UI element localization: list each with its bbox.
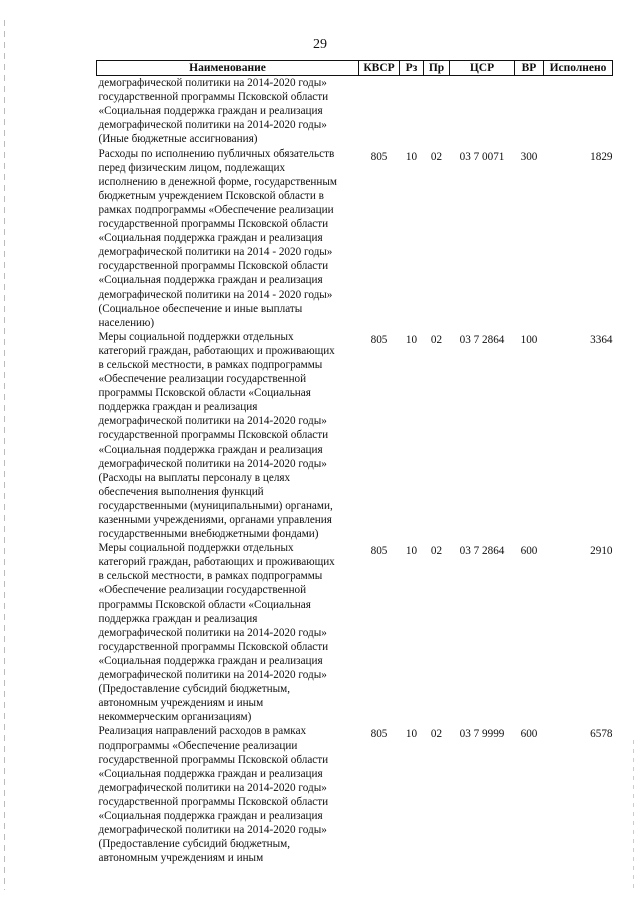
row-csr-cell [450,76,515,147]
header-vr: ВР [515,61,544,76]
row-name-line: исполнению в денежной форме, государственным [98,175,337,188]
page-number: 29 [313,37,327,52]
row-vr-cell: 600 [520,728,538,741]
row-name-line: Меры социальной поддержки отдельных [98,330,294,343]
row-name-line: автономным учреждениям и иным [98,697,264,710]
header-total: Исполнено [544,61,613,76]
table-header [97,61,613,76]
row-csr-cell: 03 7 0071 [459,150,505,163]
row-name-line: демографической политики на 2014-2020 годы» [98,457,327,470]
row-name-line: некоммерческим организациям) [98,711,252,724]
row-pr-cell: 02 [430,150,443,163]
row-name-line: поддержка граждан и реализация [98,401,258,414]
row-name-cell [97,330,359,541]
row-name-cell [97,147,359,330]
row-rz-cell: 10 [405,333,418,346]
row-kvsr-cell: 805 [370,150,388,163]
row-pr-cell: 02 [430,333,443,346]
row-pr-cell: 02 [430,545,443,558]
row-name-line: государственной программы Псковской области [98,795,329,808]
row-total-cell: 6578 [590,728,613,741]
row-name-line: программы Псковской области «Социальная [98,598,311,611]
row-name-line: перед физическим лицом, подлежащих [98,161,286,174]
row-name-line: «Социальная поддержка граждан и реализация [98,274,323,287]
table-row [97,724,613,865]
row-name-line: бюджетным учреждением Псковской области в [98,189,324,202]
row-kvsr-cell: 805 [370,333,388,346]
table-row [97,330,613,541]
header-rz: Рз [400,61,424,76]
row-name-line: Расходы по исполнению публичных обязательств [98,147,335,160]
header-kvsr: КВСР [359,61,400,76]
row-name-line: демографической политики на 2014-2020 годы» [98,824,327,837]
row-vr-cell [515,76,544,147]
row-name-line: «Обеспечение реализации государственной [98,373,307,386]
scan-edge-right [633,740,634,890]
row-name-line: государственной программы Псковской области [98,753,329,766]
row-name-line: демографической политики на 2014-2020 годы» [98,626,327,639]
row-name-line: демографической политики на 2014 - 2020 годы» [98,288,333,301]
row-kvsr-cell: 805 [370,728,388,741]
row-name-line: государственной программы Псковской области [98,218,329,231]
row-name-cell [97,541,359,724]
row-name-line: автономным учреждениям и иным [98,852,264,865]
scan-edge-left [4,20,5,890]
row-name-line: в сельской местности, в рамках подпрограммы [98,358,323,371]
row-name-line: «Социальная поддержка граждан и реализация [98,443,323,456]
row-name-line: рамках подпрограммы «Обеспечение реализации [98,203,334,216]
row-vr-cell: 600 [520,545,538,558]
row-name-line: «Обеспечение реализации государственной [98,584,307,597]
row-name-line: подпрограммы «Обеспечение реализации [98,739,298,752]
row-name-line: государственной программы Псковской области [98,429,329,442]
row-name-line: казенными учреждениями, органами управления [98,514,332,526]
row-name-line: демографической политики на 2014 - 2020 годы» [98,246,333,259]
row-name-line: «Социальная поддержка граждан и реализация [98,232,323,245]
row-pr-cell [424,76,450,147]
row-name-line: населению) [98,316,155,329]
row-name-line: «Социальная поддержка граждан и реализация [98,654,323,667]
row-name-cell [97,724,359,865]
row-name-line: (Иные бюджетные ассигнования) [98,133,258,146]
row-total-cell: 1829 [590,150,613,163]
row-total-cell [544,76,613,147]
row-total-cell: 2910 [590,545,613,558]
row-rz-cell: 10 [405,545,418,558]
row-rz-cell [400,76,424,147]
table-row [97,541,613,724]
expenditure-table [96,60,613,865]
row-name-line: Реализация направлений расходов в рамках [98,725,307,738]
row-name-line: Меры социальной поддержки отдельных [98,542,294,555]
table-row [97,76,613,147]
row-name-line: «Социальная поддержка граждан и реализация [98,105,323,118]
table-body [97,76,613,866]
row-vr-cell: 100 [520,333,538,346]
table-row [97,147,613,330]
row-vr-cell: 300 [520,150,538,163]
row-name-line: поддержка граждан и реализация [98,612,258,625]
row-rz-cell: 10 [405,150,418,163]
row-csr-cell: 03 7 2864 [459,545,505,558]
row-kvsr-cell: 805 [370,545,388,558]
row-name-line: государственной программы Псковской области [98,260,329,273]
row-name-line: обеспечения выполнения функций [98,485,264,498]
row-name-line: «Социальная поддержка граждан и реализация [98,767,323,780]
row-pr-cell: 02 [430,728,443,741]
row-rz-cell: 10 [405,728,418,741]
row-name-line: демографической политики на 2014-2020 годы» [98,415,327,428]
row-name-line: государственной программы Псковской области [98,91,329,104]
row-name-cell [97,76,359,147]
row-name-line: «Социальная поддержка граждан и реализация [98,809,323,822]
row-csr-cell: 03 7 2864 [459,333,505,346]
header-name: Наименование [97,61,359,76]
row-name-line: государственными внебюджетными фондами) [98,528,319,541]
row-name-line: демографической политики на 2014-2020 годы» [98,781,327,794]
row-name-line: (Предоставление субсидий бюджетным, [98,838,291,851]
header-csr: ЦСР [450,61,515,76]
row-name-line: демографической политики на 2014-2020 годы» [98,77,327,90]
row-name-line: (Социальное обеспечение и иные выплаты [98,302,303,315]
row-name-line: (Предоставление субсидий бюджетным, [98,683,291,696]
row-csr-cell: 03 7 9999 [459,728,505,741]
row-kvsr-cell [359,76,400,147]
row-name-line: в сельской местности, в рамках подпрограммы [98,570,323,583]
row-total-cell: 3364 [590,333,613,346]
row-name-line: демографической политики на 2014-2020 годы» [98,119,327,132]
header-pr: Пр [424,61,450,76]
row-name-line: государственной программы Псковской области [98,640,329,653]
row-name-line: государственными (муниципальными) органами, [98,499,333,512]
row-name-line: категорий граждан, работающих и проживающих [98,556,335,569]
row-name-line: программы Псковской области «Социальная [98,387,311,400]
row-name-line: (Расходы на выплаты персоналу в целях [98,471,291,484]
row-name-line: демографической политики на 2014-2020 годы» [98,669,327,682]
row-name-line: категорий граждан, работающих и проживающих [98,344,335,357]
